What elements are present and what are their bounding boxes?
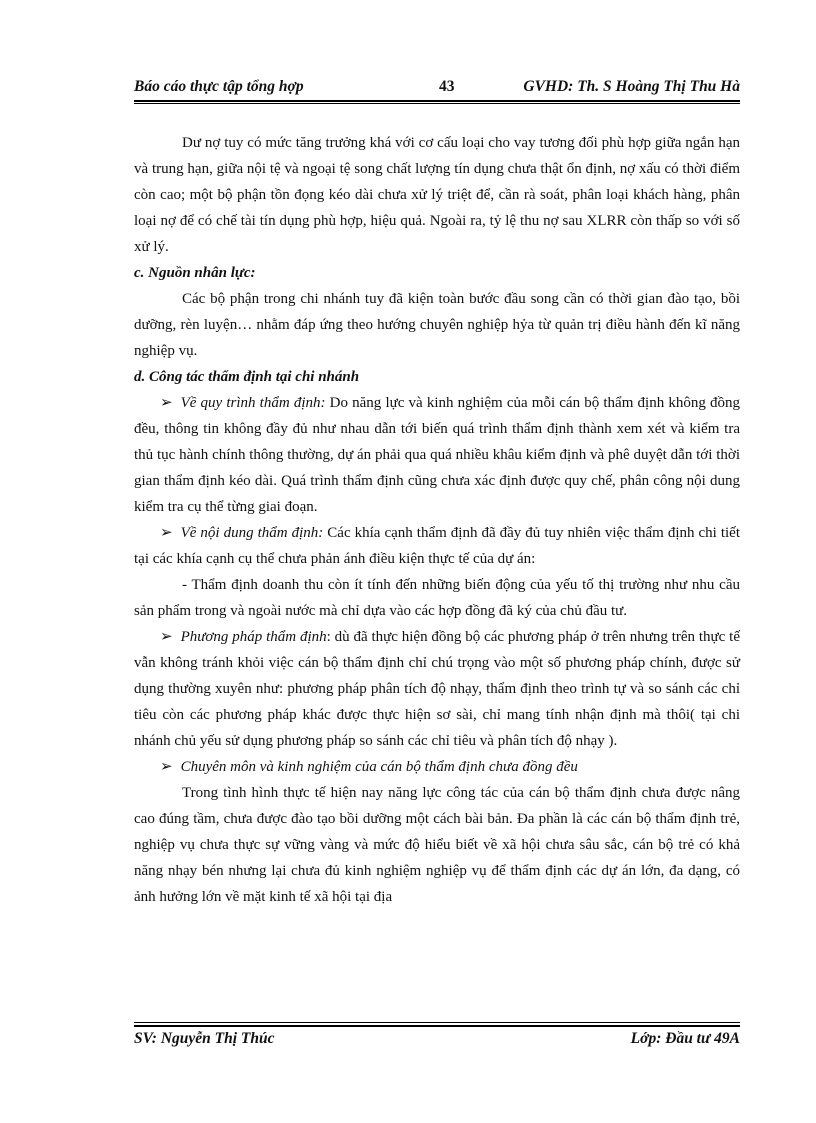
paragraph-staff-capacity: Trong tình hình thực tế hiện nay năng lực công tác của cán bộ thẩm định chưa được nâng cao đúng tầm, chưa được đào tạo bồi dưỡng một cách bài bản. Đa phần là các cán bộ thẩm định trẻ, nghiệp vụ chưa thực sự vững vàng và mức độ hiểu biết về xã hội chưa sâu sắc, cán bộ trẻ có khả năng nhạy bén nhưng lại chưa đủ kinh nghiệm nghiệp vụ để thẩm định các dự án lớn, đa dạng, có ảnh hưởng lớn về mặt kinh tế xã hội tại địa [134, 785, 740, 905]
page-footer [134, 1030, 740, 1052]
footer-class: Lớp: Đầu tư 49A [630, 1030, 740, 1047]
header-supervisor: GVHD: Th. S Hoàng Thị Thu Hà [523, 78, 740, 95]
bullet-appraisal-content [134, 520, 740, 572]
heading-human-resources: c. Nguồn nhân lực: [134, 265, 256, 281]
heading-appraisal: d. Công tác thẩm định tại chi nhánh [134, 369, 360, 385]
header-rule-thin [134, 103, 740, 104]
bullet-text: Các khía cạnh thẩm định đã đầy đủ tuy nhiên việc thẩm định chi tiết tại các khía cạnh cụ thể chưa phản ánh điều kiện thực tế của dự án: [134, 525, 740, 567]
page-number: 43 [439, 78, 455, 95]
footer-rule-thick [134, 1025, 740, 1027]
arrow-bullet-icon: ➢ [160, 629, 173, 645]
bullet-appraisal-process [134, 390, 740, 520]
bullet-text: Do năng lực và kinh nghiệm của mỗi cán bộ thẩm định không đồng đều, thông tin không đầy đủ như nhau dẫn tới biến quá trình thẩm định thành xem xét và kiểm tra thủ tục hành chính thông thường, dự án phải qua quá nhiều khâu kiểm định và phê duyệt dẫn tới thời gian thẩm định kéo dài. Quá trình thẩm định cũng chưa xác định được quy chế, phân công nội dung kiểm tra cụ thể từng giai đoạn. [134, 395, 740, 515]
header-report-title: Báo cáo thực tập tổng hợp [134, 78, 304, 95]
bullet-appraisal-method [134, 624, 740, 754]
bullet-staff-expertise [134, 754, 740, 780]
footer-rule-thin [134, 1022, 740, 1023]
paragraph-human-resources: Các bộ phận trong chi nhánh tuy đã kiện toàn bước đầu song cần có thời gian đào tạo, bồi dưỡng, rèn luyện… nhằm đáp ứng theo hướng chuyên nghiệp hỷa từ quản trị điều hành đến kĩ năng nghiệp vụ. [134, 291, 740, 359]
paragraph-revenue-appraisal: - Thẩm định doanh thu còn ít tính đến những biến động của yếu tố thị trường như nhu cầu sản phẩm trong và ngoài nước mà chỉ dựa vào các hợp đồng đã ký của chủ đầu tư. [134, 577, 740, 619]
arrow-bullet-icon: ➢ [160, 525, 173, 541]
paragraph-credit-quality: Dư nợ tuy có mức tăng trưởng khá với cơ cấu loại cho vay tương đối phù hợp giữa ngắn hạn và trung hạn, giữa nội tệ và ngoại tệ song chất lượng tín dụng chưa thật ổn định, nợ xấu có thời điểm còn cao; một bộ phận tồn đọng kéo dài chưa xử lý triệt để, cần rà soát, phân loại khách hàng, phân loại nợ để có chế tài tín dụng phù hợp, hiệu quả. Ngoài ra, tỷ lệ thu nợ sau XLRR còn thấp so với số xử lý. [134, 135, 740, 255]
footer-student-name: SV: Nguyễn Thị Thúc [134, 1030, 275, 1047]
bullet-text: : dù đã thực hiện đồng bộ các phương pháp ở trên nhưng trên thực tế vẫn không tránh khỏi việc cán bộ thẩm định chỉ chú trọng vào một số phương pháp chính, được sử dụng thường xuyên như: phương pháp phân tích độ nhạy, thẩm định theo trình tự và so sánh các chỉ tiêu còn các phương pháp khác được thực hiện sơ sài, chỉ mang tính nhận định mà thôi( tại chi nhánh chủ yếu sử dụng phương pháp so sánh các chỉ tiêu và phân tích độ nhạy ). [134, 629, 740, 749]
bullet-label: Về quy trình thẩm định: [180, 395, 326, 411]
page-header [134, 75, 740, 99]
bullet-label: Phương pháp thẩm định [180, 629, 327, 645]
document-body [134, 130, 740, 910]
bullet-label: Chuyên môn và kinh nghiệm của cán bộ thẩm định chưa đồng đều [180, 759, 578, 775]
bullet-label: Về nội dung thẩm định: [180, 525, 324, 541]
header-rule-thick [134, 100, 740, 102]
arrow-bullet-icon: ➢ [160, 395, 173, 411]
arrow-bullet-icon: ➢ [160, 759, 173, 775]
